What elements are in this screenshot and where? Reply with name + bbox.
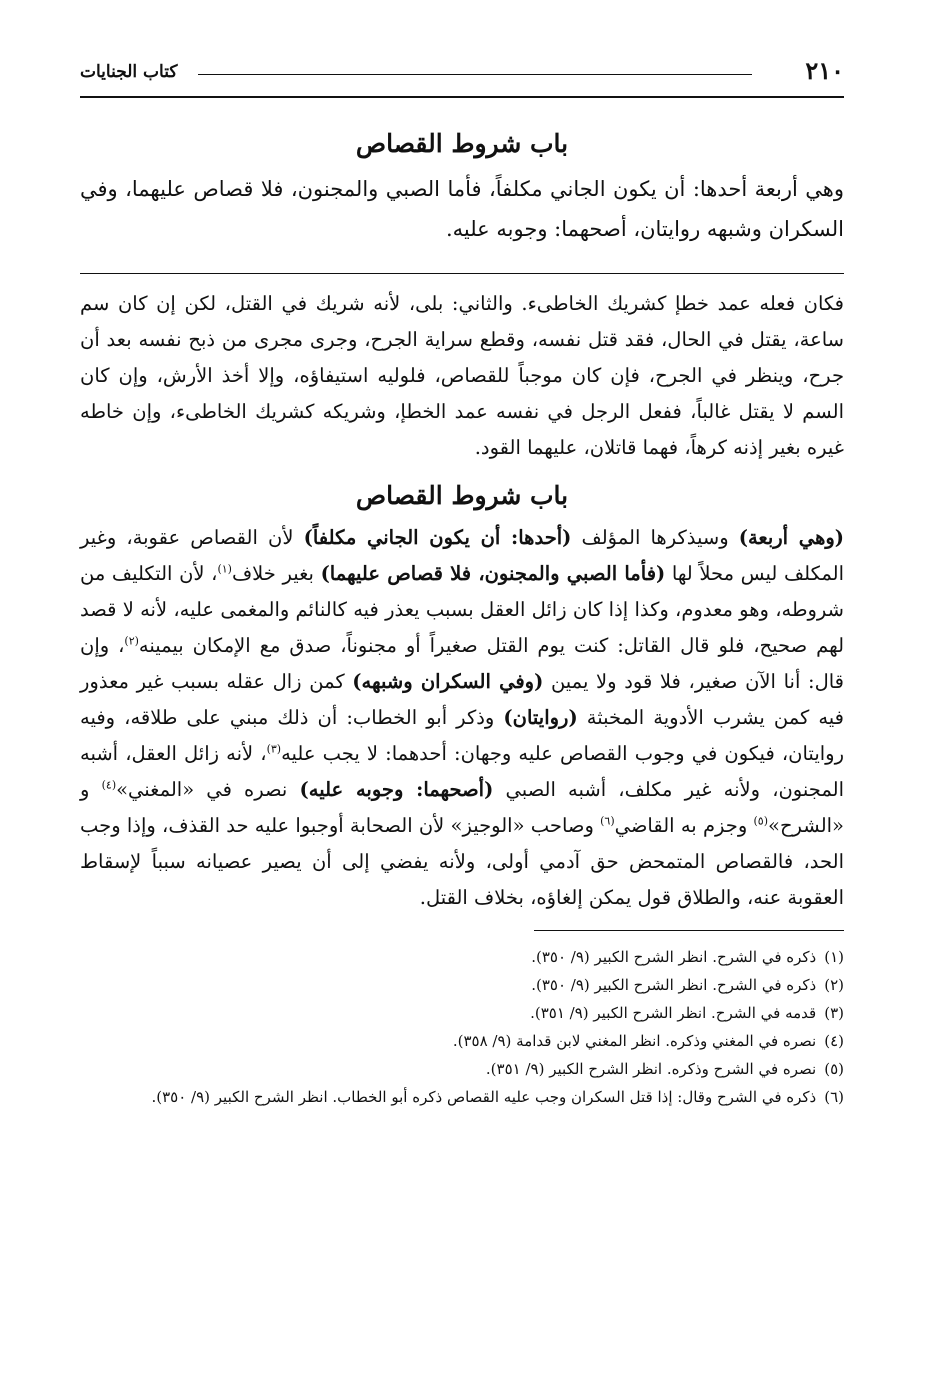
page-header (80, 52, 844, 98)
sharh-text: و «الشرح» (80, 778, 844, 837)
footnote-text: ذكره في الشرح. انظر الشرح الكبير (٩/ ٣٥٠). (531, 976, 817, 994)
matn-text: وهي أربعة أحدها: أن يكون الجاني مكلفاً، فأما الصبي والمجنون، فلا قصاص عليهما، وفي السكران وشبهه روايتان، أصحهما: وجوبه عليه. (80, 176, 844, 241)
sharh-text: وصاحب «الوجيز» لأن الصحابة أوجبوا عليه حد القذف، وإذا وجب الحد، فالقصاص المتمحض حق آدمي أولى، ولأنه يفضي إلى أن يصير عصيانه سبباً لإسقاط العقوبة عنه، والطلاق قول يمكن إلغاؤه، بخلاف القتل. (80, 814, 844, 909)
footnote-text: قدمه في الشرح. انظر الشرح الكبير (٩/ ٣٥١). (530, 1004, 817, 1022)
matn-quote: (فأما الصبي والمجنون، فلا قصاص عليهما) (320, 562, 666, 585)
matn-quote: (روايتان) (503, 706, 578, 729)
footnote-ref[interactable]: (٤) (101, 778, 117, 792)
footnote (80, 999, 844, 1027)
footnote-ref[interactable]: (٥) (753, 814, 769, 828)
footnote (80, 1027, 844, 1055)
book-page (80, 52, 844, 1111)
footnote-ref[interactable]: (٣) (266, 742, 282, 756)
sharh-text: لأن القصاص عقوبة، وغير المكلف ليس محلاً لها (80, 526, 845, 585)
sharh-text: وذكر أبو الخطاب: أن ذلك مبني على طلاقه، وفيه روايتان، فيكون في وجوب القصاص عليه وجهان: أحدهما: لا يجب عليه (80, 706, 844, 765)
running-title: كتاب الجنايات (80, 62, 178, 82)
matn-quote: (وهي أربعة) (738, 526, 844, 549)
matn-quote: (أحدها: أن يكون الجاني مكلفاً) (303, 526, 572, 549)
sharh-paragraph (80, 520, 844, 916)
sharh-text: ، لأن التكليف من شروطه، وهو معدوم، وكذا إذا كان زائل العقل بسبب يعذر فيه كالنائم والمغمى عليه، لأنه لا قصد لهم صحيح، فلو قال القاتل: كنت يوم القتل صغيراً أو مجنوناً، صدق مع الإمكان بيمينه (80, 562, 845, 657)
sharh-heading: باب شروط القصاص (355, 480, 569, 510)
footnote-text: نصره في الشرح وذكره. انظر الشرح الكبير (٩/ ٣٥١). (485, 1060, 817, 1078)
sharh-text: نصره في «المغني» (116, 778, 300, 801)
sharh-text: بغير خلاف (231, 562, 321, 585)
footnote-ref[interactable]: (٢) (124, 634, 139, 648)
footnote (80, 943, 844, 971)
footnote-number: (١) (824, 948, 844, 966)
footnote-text: نصره في المغني وذكره. انظر المغني لابن قدامة (٩/ ٣٥٨). (452, 1032, 817, 1050)
footnote-ref[interactable]: (١) (217, 562, 232, 576)
footnotes-list (80, 943, 844, 1111)
footnote-divider (534, 930, 844, 931)
footnote-number: (٥) (824, 1060, 844, 1078)
footnote-number: (٣) (824, 1004, 844, 1022)
sharh-text: ، وإن قال: أنا الآن صغير، فلا قود ولا يمين (80, 634, 844, 693)
sharh-text: وسيذكرها المؤلف (571, 526, 739, 549)
carryover-paragraph: فكان فعله عمد خطإ كشريك الخاطىء. والثاني: بلى، لأنه شريك في القتل، لكن إن كان سم ساعة، يقتل في الحال، فقد قتل نفسه، وقطع سراية الجرح، وجرى مجرى من ذبح نفسه بعد أن جرح، وينظر في الجرح، فإن كان موجباً للقصاص، فلوليه استيفاؤه، وإلا أخذ الأرش، وإن كان السم لا يقتل غالباً، ففعل الرجل في نفسه عمد الخطإ، وشريكه كشريك الخاطىء، وإن خاطه غيره بغير إذنه كرهاً، فهما قاتلان، عليهما القود. (80, 291, 844, 459)
footnote-number: (٤) (824, 1032, 844, 1050)
footnote-number: (٦) (824, 1088, 844, 1106)
page-number: ٢١٠ (805, 56, 844, 85)
footnote-text: ذكره في الشرح. انظر الشرح الكبير (٩/ ٣٥٠). (531, 948, 817, 966)
sharh-text: وجزم به القاضي (614, 814, 754, 837)
matn-quote: (وفي السكران وشبهه) (352, 670, 544, 693)
footnote (80, 1055, 844, 1083)
footnote-text: ذكره في الشرح وقال: إذا قتل السكران وجب عليه القصاص ذكره أبو الخطاب. انظر الشرح الكبير (٩/ ٣٥٠). (151, 1088, 817, 1106)
footnote (80, 1083, 844, 1111)
header-divider (198, 74, 752, 75)
footnote-ref[interactable]: (٦) (600, 814, 615, 828)
footnote-number: (٢) (824, 976, 844, 994)
sharh-text: كمن زال عقله بسبب غير معذور فيه كمن يشرب الأدوية المخبثة (80, 670, 844, 729)
matn-divider (80, 273, 844, 274)
footnote (80, 971, 844, 999)
sharh-text: ، لأنه زائل العقل، أشبه المجنون، ولأنه غير مكلف، أشبه الصبي (80, 742, 844, 801)
matn-heading: باب شروط القصاص (355, 129, 569, 158)
matn-quote: (أصحهما: وجوبه عليه) (299, 778, 494, 801)
